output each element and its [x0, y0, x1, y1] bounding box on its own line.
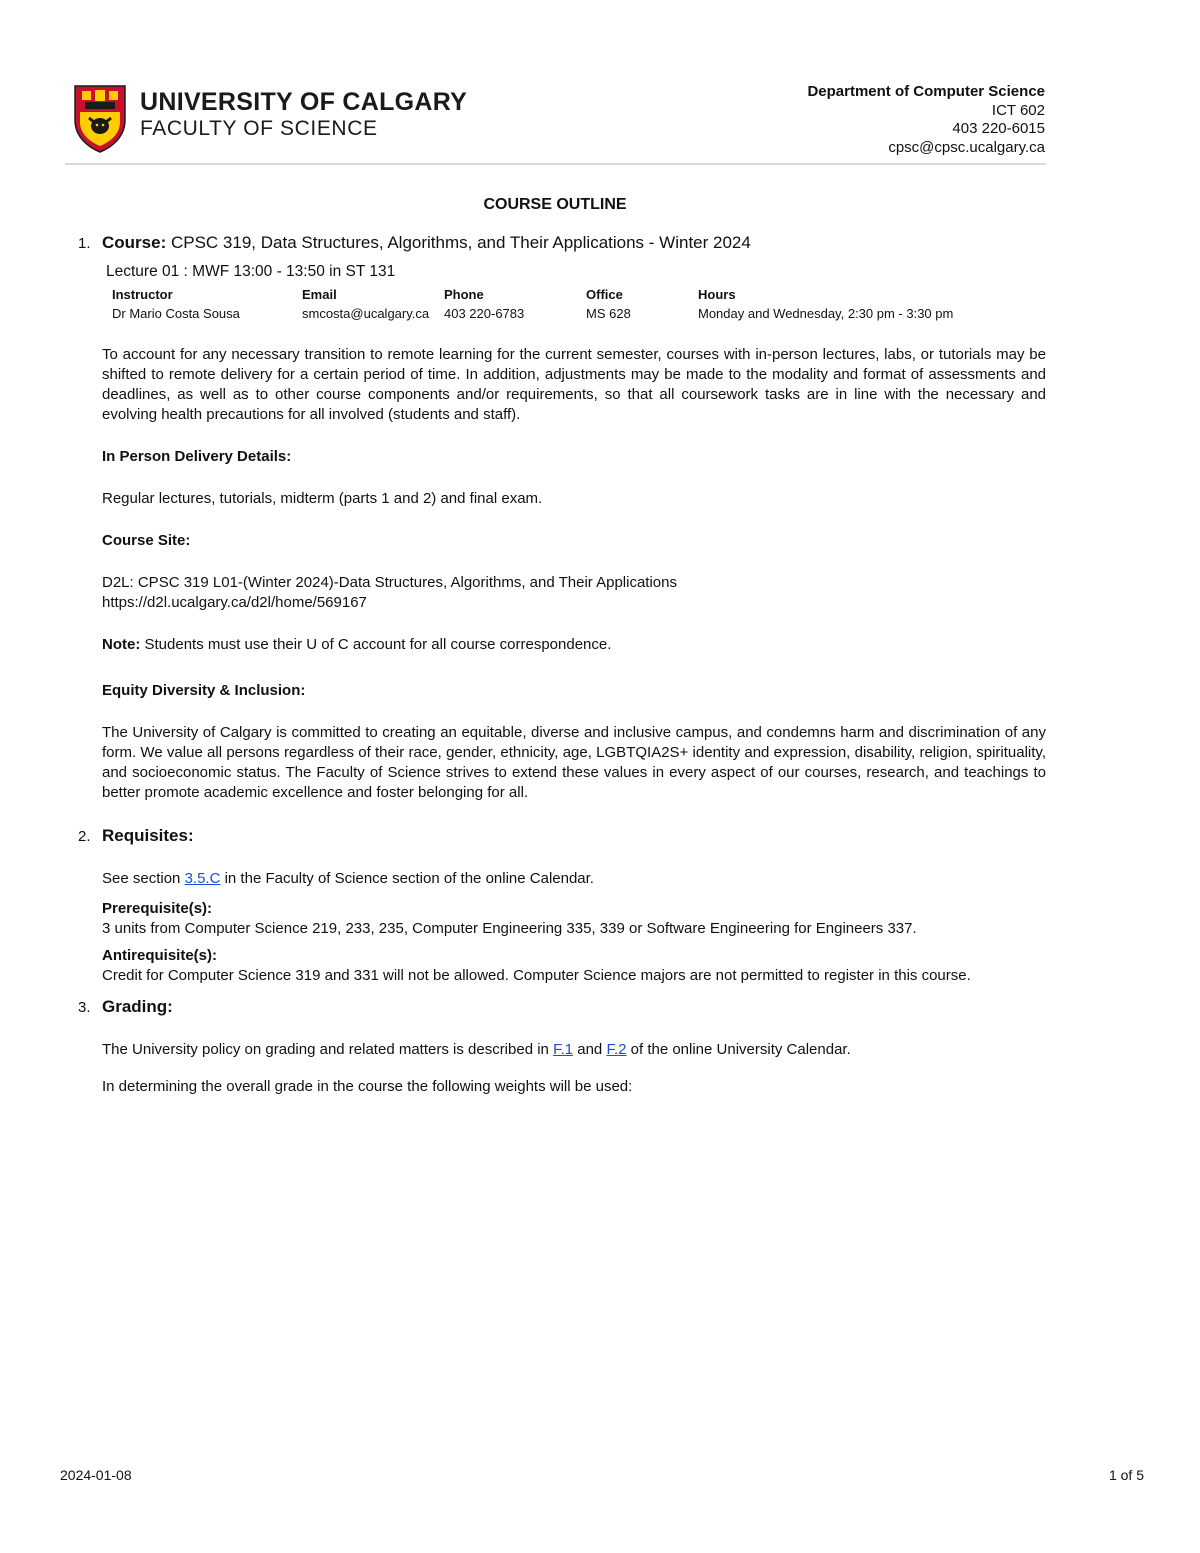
- remote-learning-paragraph: To account for any necessary transition to remote learning for the current semester, courses with in-person lectures, labs, or tutorials may be shifted to remote delivery for a certain period of time. In addition, adjustments may be made to the modality and format of assessments and deadlines, as well as to other course components and/or requirements, so that all coursework tasks are in line with the necessary and evolving health precautions for all involved (students and staff).: [102, 346, 1046, 423]
- grading-policy-pre: The University policy on grading and related matters is described in: [102, 1041, 554, 1058]
- edi-paragraph: The University of Calgary is committed to creating an equitable, diverse and inclusive campus, and condemns harm and discrimination of any form. We value all persons regardless of their race, gender, ethnicity, age, LGBTQIA2S+ identity and expression, disability, religion, spirituality, and socioeconomic status. The Faculty of Science strives to extend these values in every aspect of our courses, research, and teachings to better promote academic excellence and foster belonging for all.: [102, 724, 1046, 801]
- calendar-link-f2[interactable]: F.2: [606, 1041, 627, 1058]
- antirequisite-text: Credit for Computer Science 319 and 331 will not be allowed. Computer Science majors are not permitted to register in this course.: [102, 967, 971, 984]
- faculty-name: FACULTY OF SCIENCE: [140, 117, 378, 140]
- department-room: ICT 602: [991, 101, 1045, 119]
- prerequisite-heading: Prerequisite(s):: [102, 900, 213, 917]
- note-label: Note:: [102, 636, 141, 653]
- antirequisite-heading: Antirequisite(s):: [102, 947, 218, 964]
- department-email: cpsc@cpsc.ucalgary.ca: [888, 138, 1045, 156]
- section-requisites: [78, 825, 1046, 847]
- table-row: [112, 304, 1018, 323]
- header-email: Email: [302, 287, 337, 302]
- section-number: 2.: [78, 828, 91, 845]
- note-paragraph: [102, 635, 1046, 655]
- section-course: [78, 232, 1046, 254]
- grading-policy-post: of the online University Calendar.: [626, 1041, 851, 1058]
- instructor-email: smcosta@ucalgary.ca: [302, 306, 430, 321]
- header-office: Office: [586, 287, 623, 302]
- course-site-name: D2L: CPSC 319 L01-(Winter 2024)-Data Structures, Algorithms, and Their Applications: [102, 574, 677, 591]
- grading-policy: [102, 1040, 1046, 1060]
- instructor-hours: Monday and Wednesday, 2:30 pm - 3:30 pm: [698, 306, 954, 321]
- section-label: Course:: [102, 233, 167, 252]
- section-label: Requisites:: [102, 826, 194, 845]
- course-outline-body: [78, 232, 1046, 1097]
- calendar-link-f1[interactable]: F.1: [553, 1041, 574, 1058]
- department-contact: [807, 83, 1045, 157]
- university-shield-icon: [72, 82, 128, 154]
- department-name: Department of Computer Science: [807, 83, 1045, 100]
- delivery-heading: In Person Delivery Details:: [102, 448, 292, 465]
- see-section-pre: See section: [102, 870, 185, 887]
- instructor-office: MS 628: [586, 306, 631, 321]
- instructor-table: [112, 285, 1018, 323]
- grading-weights-intro: In determining the overall grade in the course the following weights will be used:: [102, 1078, 633, 1095]
- department-phone: 403 220-6015: [952, 120, 1045, 137]
- instructor-name: Dr Mario Costa Sousa: [112, 306, 240, 321]
- section-number: 3.: [78, 999, 91, 1016]
- note-text: Students must use their U of C account for all course correspondence.: [140, 636, 612, 653]
- page-title: COURSE OUTLINE: [483, 196, 627, 213]
- university-name: UNIVERSITY OF CALGARY: [140, 88, 468, 116]
- edi-heading: Equity Diversity & Inclusion:: [102, 682, 306, 699]
- prerequisite-text: 3 units from Computer Science 219, 233, 235, Computer Engineering 335, 339 or Software Engineering for Engineers 337.: [102, 920, 917, 937]
- calendar-link-3-5-c[interactable]: 3.5.C: [184, 870, 221, 887]
- table-header-row: [112, 285, 1018, 304]
- course-site-heading: Course Site:: [102, 532, 191, 549]
- lecture-info: Lecture 01 : MWF 13:00 - 13:50 in ST 131: [106, 263, 396, 280]
- instructor-phone: 403 220-6783: [444, 306, 525, 321]
- course-site-url: https://d2l.ucalgary.ca/d2l/home/569167: [102, 594, 367, 611]
- header-instructor: Instructor: [112, 287, 173, 302]
- university-logo: [72, 82, 467, 156]
- page-number: 1 of 5: [1108, 1467, 1144, 1483]
- requisites-see-section: [102, 869, 1046, 889]
- course-title: CPSC 319, Data Structures, Algorithms, and Their Applications - Winter 2024: [170, 233, 751, 252]
- section-label: Grading:: [102, 997, 173, 1016]
- see-section-post: in the Faculty of Science section of the online Calendar.: [220, 870, 594, 887]
- header-phone: Phone: [444, 287, 484, 302]
- section-grading: [78, 996, 1046, 1018]
- footer-date: 2024-01-08: [60, 1467, 132, 1483]
- section-number: 1.: [78, 235, 91, 252]
- delivery-text: Regular lectures, tutorials, midterm (parts 1 and 2) and final exam.: [102, 490, 543, 507]
- grading-policy-mid: and: [573, 1041, 607, 1058]
- header-hours: Hours: [698, 287, 736, 302]
- header-divider: [65, 163, 1046, 165]
